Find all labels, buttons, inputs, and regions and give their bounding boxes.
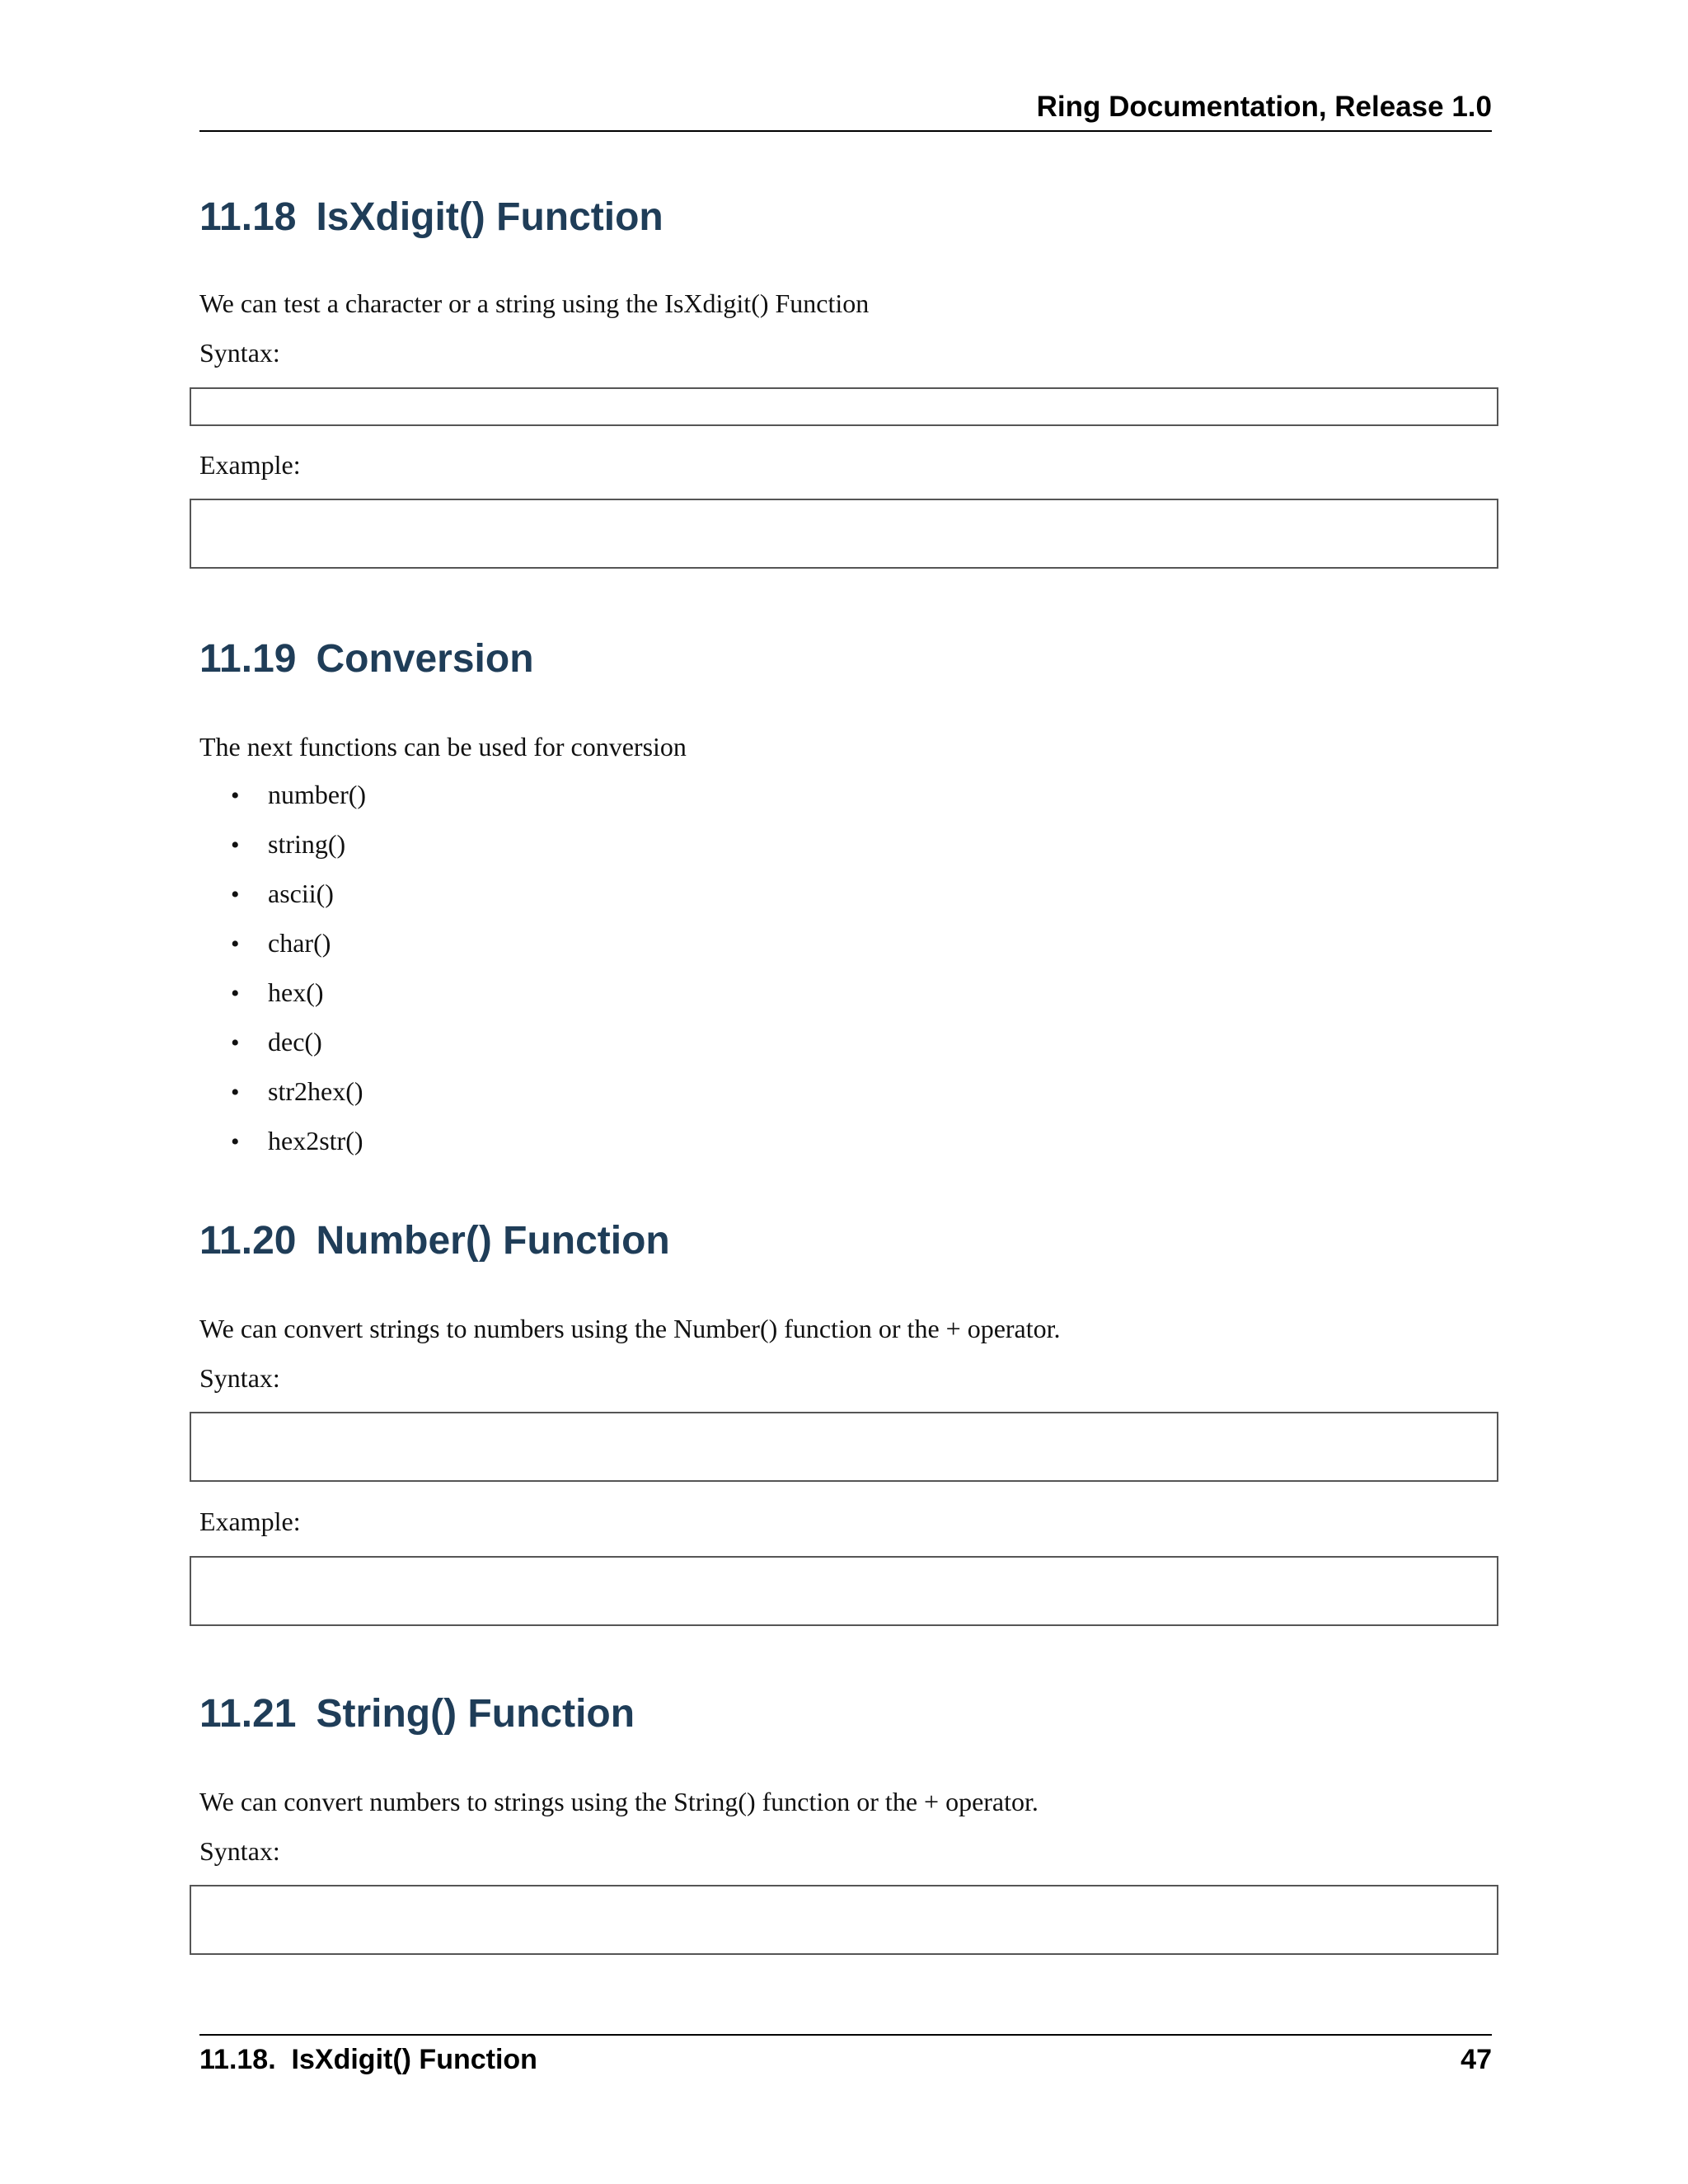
section-number: 11.18 — [199, 195, 297, 239]
syntax-label: Syntax: — [199, 338, 280, 368]
list-item: • ascii() — [231, 877, 366, 926]
code-line — [201, 1624, 1487, 1626]
syntax-code-block — [190, 387, 1498, 426]
section-heading-11-19 — [199, 636, 534, 682]
conversion-function-list — [231, 778, 366, 1174]
example-label: Example: — [199, 1507, 301, 1536]
list-item: • hex2str() — [231, 1124, 366, 1174]
section-intro: We can convert numbers to strings using the String() function or the + operator. — [199, 1787, 1039, 1816]
header-rule — [199, 130, 1492, 132]
running-header: Ring Documentation, Release 1.0 — [1036, 91, 1492, 123]
section-title: IsXdigit() Function — [316, 195, 663, 239]
bullet-icon: • — [231, 1079, 240, 1106]
section-title: Number() Function — [316, 1219, 670, 1263]
list-item: • char() — [231, 926, 366, 976]
bullet-icon: • — [231, 1128, 240, 1155]
list-item: • dec() — [231, 1025, 366, 1075]
code-line — [201, 566, 1487, 569]
code-line — [201, 1952, 1487, 1955]
footer-rule — [199, 2034, 1492, 2036]
example-code-block — [190, 1556, 1498, 1626]
section-heading-11-20 — [199, 1218, 670, 1263]
list-item: • hex() — [231, 976, 366, 1025]
bullet-icon: • — [231, 881, 240, 908]
section-title: String() Function — [316, 1692, 635, 1736]
syntax-code-block — [190, 1885, 1498, 1955]
section-heading-11-21 — [199, 1691, 635, 1736]
bullet-icon: • — [231, 832, 240, 859]
example-code-block — [190, 499, 1498, 569]
section-number: 11.20 — [199, 1219, 297, 1263]
list-item: • str2hex() — [231, 1075, 366, 1124]
bullet-icon: • — [231, 782, 240, 809]
section-intro: We can test a character or a string using the IsXdigit() Function — [199, 288, 870, 318]
syntax-label: Syntax: — [199, 1363, 280, 1393]
bullet-icon: • — [231, 980, 240, 1007]
syntax-label: Syntax: — [199, 1836, 280, 1866]
bullet-icon: • — [231, 930, 240, 958]
section-heading-11-18 — [199, 194, 663, 240]
section-number: 11.21 — [199, 1692, 297, 1736]
code-line — [201, 1479, 1487, 1482]
section-intro: We can convert strings to numbers using the Number() function or the + operator. — [199, 1314, 1061, 1343]
page-number: 47 — [1461, 2044, 1492, 2075]
syntax-code-block — [190, 1412, 1498, 1482]
list-item: • number() — [231, 778, 366, 827]
section-intro: The next functions can be used for conversion — [199, 732, 687, 762]
example-label: Example: — [199, 450, 301, 480]
footer-section-ref: 11.18. IsXdigit() Function — [199, 2044, 537, 2075]
section-title: Conversion — [316, 637, 534, 681]
list-item: • string() — [231, 827, 366, 877]
section-number: 11.19 — [199, 637, 297, 681]
bullet-icon: • — [231, 1029, 240, 1057]
